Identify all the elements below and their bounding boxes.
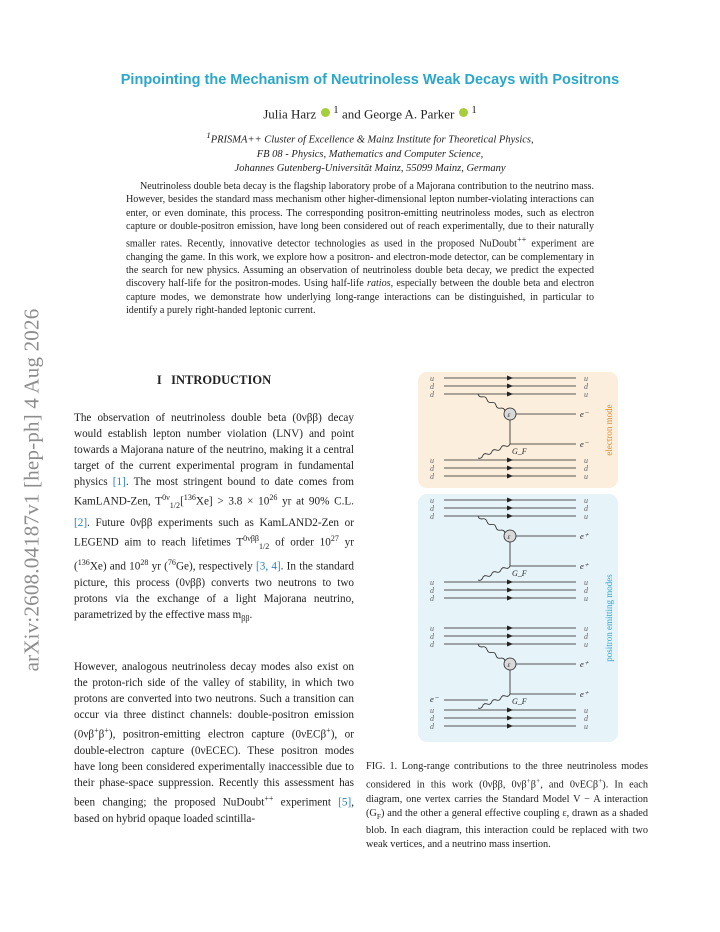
fermion-arrow	[507, 392, 513, 397]
caption-text: FIG. 1. Long-range contributions to the three neutrinoless modes considered in this work (0νββ, 0νβ	[366, 761, 648, 791]
electron-mode-label: electron mode	[604, 404, 614, 456]
quark-label: d	[430, 640, 434, 649]
w-boson-line	[478, 394, 505, 411]
coupling-label: G_F	[512, 447, 527, 456]
body-text: Ge), respectively	[175, 560, 256, 573]
quark-label: d	[430, 632, 434, 641]
body-text: 0ν	[162, 493, 170, 503]
body-text: ), or double-electron capture (0νECEC). These positron modes have long been considered experimentally inaccessible due to their phase-space suppression. Recently this assessment has been changing; the proposed NuDoubt	[74, 729, 354, 810]
quark-label: u	[430, 456, 434, 465]
positron-mode-label: positron emitting modes	[604, 574, 614, 662]
caption-text: ). In each diagram, one vertex carries the Standard Model V − A interaction (G	[366, 779, 648, 819]
caption-text: +	[526, 776, 531, 786]
body-text: 136	[77, 557, 90, 567]
quark-label: u	[584, 594, 588, 603]
body-text: . The most stringent bound to date comes from KamLAND-Zen, T	[74, 476, 355, 509]
quark-label: u	[584, 578, 588, 587]
quark-label: d	[584, 714, 588, 723]
quark-label: u	[584, 496, 588, 505]
arxiv-sidebar-stamp	[12, 308, 52, 672]
orcid-icon[interactable]	[459, 108, 468, 117]
quark-label: u	[584, 640, 588, 649]
body-text: The observation of neutrinoless double beta (0νββ) decay would establish lepton number violation (LNV) and point towards a Majorana nature of the neutrino, making it a central target of the current experimental program in fundamental physics	[74, 412, 354, 489]
author-line	[60, 104, 680, 122]
abstract: Neutrinoless double beta decay is the flagship laboratory probe of a Majorana contribution to the neutrino mass. However, besides the standard mass mechanism other higher-dimensional lepton number-violating interactions can enter, or even dominate, this process. The corresponding positron-emitting neutrinoless modes, such as electron capture or double-positron emission, have long been considered out of reach experimentally, due to their naturally smaller rates. Recently, innovative detector technologies as used in the proposed NuDoubt++ experiment are changing the game. In this work, we explore how a positron- and electron-mode detector, can be complementary in the search for new physics. Assuming an observation of neutrinoless double beta decay, we predict the expected discovery half-life for the positron-modes. Using half-life ratios, especially between the double beta and electron capture modes, we demonstrate how underlying long-range interactions can be distinguished, in particular to identify a purely right-handed leptonic current.	[126, 181, 594, 317]
w-boson-line	[478, 566, 510, 580]
coupling-label: G_F	[512, 569, 527, 578]
quark-label: u	[584, 390, 588, 399]
quark-label: d	[430, 390, 434, 399]
blob-label: ε	[507, 533, 511, 541]
quark-label: d	[430, 594, 434, 603]
fermion-arrow	[507, 498, 513, 503]
body-text: 1/2	[169, 501, 181, 511]
feynman-diagrams	[418, 372, 618, 742]
quark-label: d	[430, 512, 434, 521]
body-text: +	[94, 726, 99, 736]
body-text: However, analogous neutrinoless decay modes also exist on the proton-rich side of the valley of stability, in which two protons are converted into two neutrons. Such a transition can occur via three distinct channels: double-positron emission (0νβ	[74, 661, 354, 742]
quark-label: d	[584, 382, 588, 391]
citation-link[interactable]: [2]	[74, 516, 88, 529]
body-text: ββ	[241, 613, 250, 623]
quark-label: d	[584, 504, 588, 513]
body-text: . In the standard picture, this process (0νββ) converts two neutrons to two protons via the exchange of a light Majorana neutrino, parametrized by the effective mass m	[74, 560, 354, 621]
body-text: experiment	[273, 797, 339, 810]
body-text: yr (	[74, 536, 354, 573]
citation-link[interactable]: [1]	[112, 476, 126, 489]
body-text: ), positron-emitting electron capture (0νECβ	[108, 729, 327, 742]
quark-label: u	[584, 722, 588, 731]
body-text: Xe] > 3.8 × 10	[195, 496, 270, 509]
section-heading: I INTRODUCTION	[156, 373, 272, 387]
blob-label: ε	[507, 411, 511, 419]
quark-label: u	[584, 456, 588, 465]
quark-label: u	[584, 512, 588, 521]
blob-label: ε	[507, 661, 511, 669]
quark-label: u	[584, 706, 588, 715]
quark-label: d	[430, 714, 434, 723]
body-text: ++	[264, 794, 274, 804]
affiliation-line: Johannes Gutenberg-Universität Mainz, 55099 Mainz, Germany	[234, 162, 506, 174]
body-text: 26	[269, 493, 278, 503]
caption-text: , and 0νECβ	[540, 779, 599, 791]
caption-text: +	[598, 776, 603, 786]
quark-label: d	[430, 464, 434, 473]
lepton-label: e⁺	[580, 561, 589, 571]
fermion-arrow	[507, 474, 513, 479]
body-text: [	[180, 496, 184, 509]
quark-label: u	[430, 374, 434, 383]
lepton-label: e⁺	[580, 689, 589, 699]
w-boson-line	[478, 444, 510, 458]
body-paragraph	[74, 410, 354, 627]
fermion-arrow	[507, 626, 513, 631]
fermion-arrow	[507, 634, 513, 639]
quark-label: d	[430, 586, 434, 595]
fermion-arrow	[507, 724, 513, 729]
quark-label: u	[430, 706, 434, 715]
orcid-icon[interactable]	[321, 108, 330, 117]
quark-label: u	[430, 496, 434, 505]
caption-text: F	[376, 811, 381, 821]
author-name: George A. Parker	[363, 106, 455, 122]
quark-label: u	[430, 578, 434, 587]
caption-text: ) and the other a general effective coupling ε, drawn as a shaded blob. In each diagram, this interaction could be replaced with two weak vertices, and a neutrino mass insertion.	[366, 807, 648, 850]
body-text: +	[326, 726, 331, 736]
quark-label: d	[430, 504, 434, 513]
body-text: β	[98, 729, 105, 742]
quark-label: d	[584, 632, 588, 641]
body-text: +	[104, 726, 109, 736]
affiliation-mark: 1	[471, 104, 477, 116]
caption-text: β	[530, 779, 537, 791]
quark-label: u	[430, 624, 434, 633]
affiliation-line: $^1$PRISMA++ Cluster of Excellence & Mainz Institute for Theoretical Physics,	[206, 130, 534, 146]
fermion-arrow	[507, 716, 513, 721]
affiliation-line: FB 08 - Physics, Mathematics and Computer Science,	[256, 148, 484, 160]
fermion-arrow	[507, 466, 513, 471]
fermion-arrow	[507, 458, 513, 463]
body-text: yr at 90% C.L.	[277, 496, 355, 509]
fermion-arrow	[507, 588, 513, 593]
author-name: Julia Harz	[263, 106, 317, 122]
quark-label: u	[584, 472, 588, 481]
arxiv-identifier[interactable]: arXiv:2608.04187v1 [hep-ph] 4 Aug 2026	[19, 308, 44, 672]
quark-label: u	[584, 374, 588, 383]
lepton-label: e⁺	[580, 659, 589, 669]
quark-label: d	[430, 472, 434, 481]
quark-label: d	[584, 464, 588, 473]
quark-label: d	[430, 722, 434, 731]
lepton-label: e⁻	[580, 439, 589, 449]
fermion-arrow	[507, 384, 513, 389]
body-text: , based on hybrid opaque loaded scintilla-	[74, 797, 354, 826]
caption-text: +	[536, 776, 541, 786]
quark-label: u	[584, 624, 588, 633]
body-text: Xe) and 10	[89, 560, 141, 573]
affiliation-mark: 1	[206, 130, 211, 140]
body-text: 76	[167, 557, 176, 567]
body-text: 28	[140, 557, 149, 567]
affiliation-block	[60, 128, 680, 176]
quark-label: d	[584, 586, 588, 595]
affiliation-mark: 1	[333, 104, 339, 116]
fermion-arrow	[507, 708, 513, 713]
coupling-label: G_F	[512, 697, 527, 706]
body-text: 136	[183, 493, 196, 503]
quark-label: d	[430, 382, 434, 391]
body-text: of order 10	[269, 536, 331, 549]
body-paragraph	[74, 659, 354, 827]
fermion-arrow	[507, 376, 513, 381]
body-text: .	[249, 608, 253, 621]
body-text: 0νββ	[243, 533, 260, 543]
lepton-label: e⁺	[580, 531, 589, 541]
body-text: 27	[330, 533, 339, 543]
w-boson-line	[478, 644, 505, 661]
lepton-label: e⁻	[430, 694, 439, 704]
body-text: yr (	[148, 560, 168, 573]
body-text: 1/2	[259, 541, 270, 551]
w-boson-line	[478, 694, 510, 708]
fermion-arrow	[507, 596, 513, 601]
author-separator: and	[341, 106, 361, 122]
figure-caption	[366, 760, 648, 852]
citation-link[interactable]: [5]	[338, 797, 352, 810]
lepton-label: e⁻	[580, 409, 589, 419]
paper-title: Pinpointing the Mechanism of Neutrinoless Weak Decays with Positrons	[120, 72, 620, 88]
fermion-arrow	[507, 514, 513, 519]
fermion-arrow	[507, 580, 513, 585]
w-boson-line	[478, 516, 505, 533]
body-text: . Future 0νββ experiments such as KamLAND2-Zen or LEGEND aim to reach lifetimes T	[74, 516, 354, 549]
fermion-arrow	[507, 506, 513, 511]
feynman-diagram-figure	[418, 372, 618, 742]
citation-link[interactable]: [3, 4]	[256, 560, 281, 573]
fermion-arrow	[507, 642, 513, 647]
